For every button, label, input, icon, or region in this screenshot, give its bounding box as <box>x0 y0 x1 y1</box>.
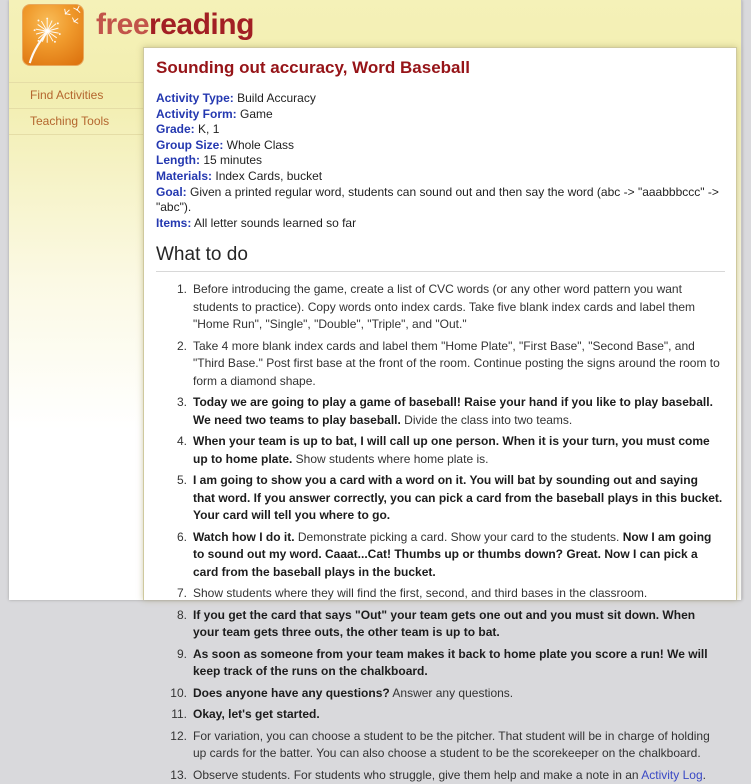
meta-value: Whole Class <box>223 137 295 152</box>
step-item <box>193 433 723 468</box>
page-frame <box>9 0 742 782</box>
step-item <box>193 338 723 391</box>
meta-value: Index Cards, bucket <box>212 168 323 183</box>
meta-row <box>156 216 725 232</box>
meta-row <box>156 122 725 138</box>
step-text: . <box>702 767 706 782</box>
step-text: For variation, you can choose a student to be the pitcher. That student will be in charge of holding up cards for the batter. You can also choose a student to be the scorekeeper on the chalkboard. <box>193 728 710 761</box>
page-title: Sounding out accuracy, Word Baseball <box>156 58 470 77</box>
meta-row <box>156 185 725 216</box>
main-panel <box>143 47 737 782</box>
meta-label: Activity Type: <box>156 91 234 105</box>
meta-value: Build Accuracy <box>233 91 316 105</box>
step-text: Watch how I do it. <box>193 529 295 544</box>
sidebar <box>9 82 143 135</box>
meta-list <box>156 91 725 231</box>
step-item <box>193 585 723 603</box>
activity-log-link[interactable]: Activity Log <box>641 767 703 782</box>
step-item <box>193 607 723 642</box>
step-item <box>193 728 723 763</box>
meta-label: Group Size: <box>156 137 224 152</box>
meta-row <box>156 138 725 154</box>
step-text: Now I am going to sound out my word. Caaat...Cat! Thumbs up or thumbs down? Great. Now I can pick a card from the baseball plays in the bucket. <box>193 529 712 579</box>
step-item <box>193 472 723 525</box>
dandelion-icon <box>22 4 84 66</box>
sidebar-item-teaching-tools[interactable]: Teaching Tools <box>9 108 143 134</box>
section-heading: What to do <box>156 244 725 272</box>
meta-label: Activity Form: <box>156 106 237 121</box>
brand-name-free: free <box>96 8 150 41</box>
step-text: Divide the class into two teams. <box>400 412 573 427</box>
step-item <box>193 394 723 429</box>
sidebar-divider <box>9 134 143 135</box>
step-item <box>193 706 723 724</box>
step-item <box>193 685 723 703</box>
meta-label: Grade: <box>156 122 195 137</box>
meta-row <box>156 91 725 107</box>
step-text: Before introducing the game, create a list of CVC words (or any other word pattern you want students to practice). Copy words onto index cards. Take five blank index cards and label them "Home Run", "Single", "Double", "Triple", and "Out." <box>193 282 696 332</box>
step-text: I am going to show you a card with a word on it. You will bat by sounding out and saying that word. If you answer correctly, you can pick a card from the baseball plays in this bucket. Your card will tell you where to go. <box>193 473 723 523</box>
meta-row <box>156 169 725 185</box>
step-item <box>193 281 723 334</box>
step-item <box>193 767 723 784</box>
step-text: Answer any questions. <box>389 685 514 700</box>
step-item <box>193 529 723 582</box>
step-item <box>193 646 723 681</box>
steps-list <box>156 281 725 784</box>
step-text: Does anyone have any questions? <box>193 685 390 700</box>
meta-label: Goal: <box>156 184 187 199</box>
meta-value: 15 minutes <box>200 153 263 168</box>
step-text: Okay, let's get started. <box>193 707 320 722</box>
step-text: Observe students. For students who struggle, give them help and make a note in an <box>193 767 642 782</box>
meta-label: Materials: <box>156 168 213 183</box>
meta-value: All letter sounds learned so far <box>191 215 357 230</box>
step-text: If you get the card that says "Out" your team gets one out and you must sit down. When your team gets three outs, the other team is up to bat. <box>193 607 696 640</box>
meta-value: Given a printed regular word, students can sound out and then say the word (abc -> "aaabbbccc" -> "abc"). <box>156 184 719 215</box>
step-text: When your team is up to bat, I will call up one person. When it is your turn, you must come up to home plate. <box>193 434 710 466</box>
meta-value: K, 1 <box>194 122 220 137</box>
step-text: Today we are going to play a game of baseball! Raise your hand if you like to play baseball. We need two teams to play baseball. <box>193 395 713 427</box>
step-text: Demonstrate picking a card. Show your card to the students. <box>294 529 623 544</box>
brand-name-reading: reading <box>149 8 254 41</box>
meta-value: Game <box>236 106 273 121</box>
brand-logo-link[interactable] <box>22 4 84 66</box>
step-text: As soon as someone from your team makes it back to home plate you score a run! We will keep track of the runs on the chalkboard. <box>193 646 708 679</box>
step-text: Take 4 more blank index cards and label them "Home Plate", "First Base", "Second Base", and "Third Base." Post first base at the front of the room. Continue posting the signs around the room to form a diamond shape. <box>193 338 720 388</box>
sidebar-item-find-activities[interactable]: Find Activities <box>9 82 143 108</box>
meta-label: Length: <box>156 153 200 168</box>
brand-wordmark <box>96 8 254 42</box>
step-text: Show students where home plate is. <box>292 451 489 466</box>
meta-row <box>156 153 725 169</box>
step-text: Show students where they will find the first, second, and third bases in the classroom. <box>193 586 648 601</box>
meta-label: Items: <box>156 215 192 230</box>
meta-row <box>156 107 725 123</box>
